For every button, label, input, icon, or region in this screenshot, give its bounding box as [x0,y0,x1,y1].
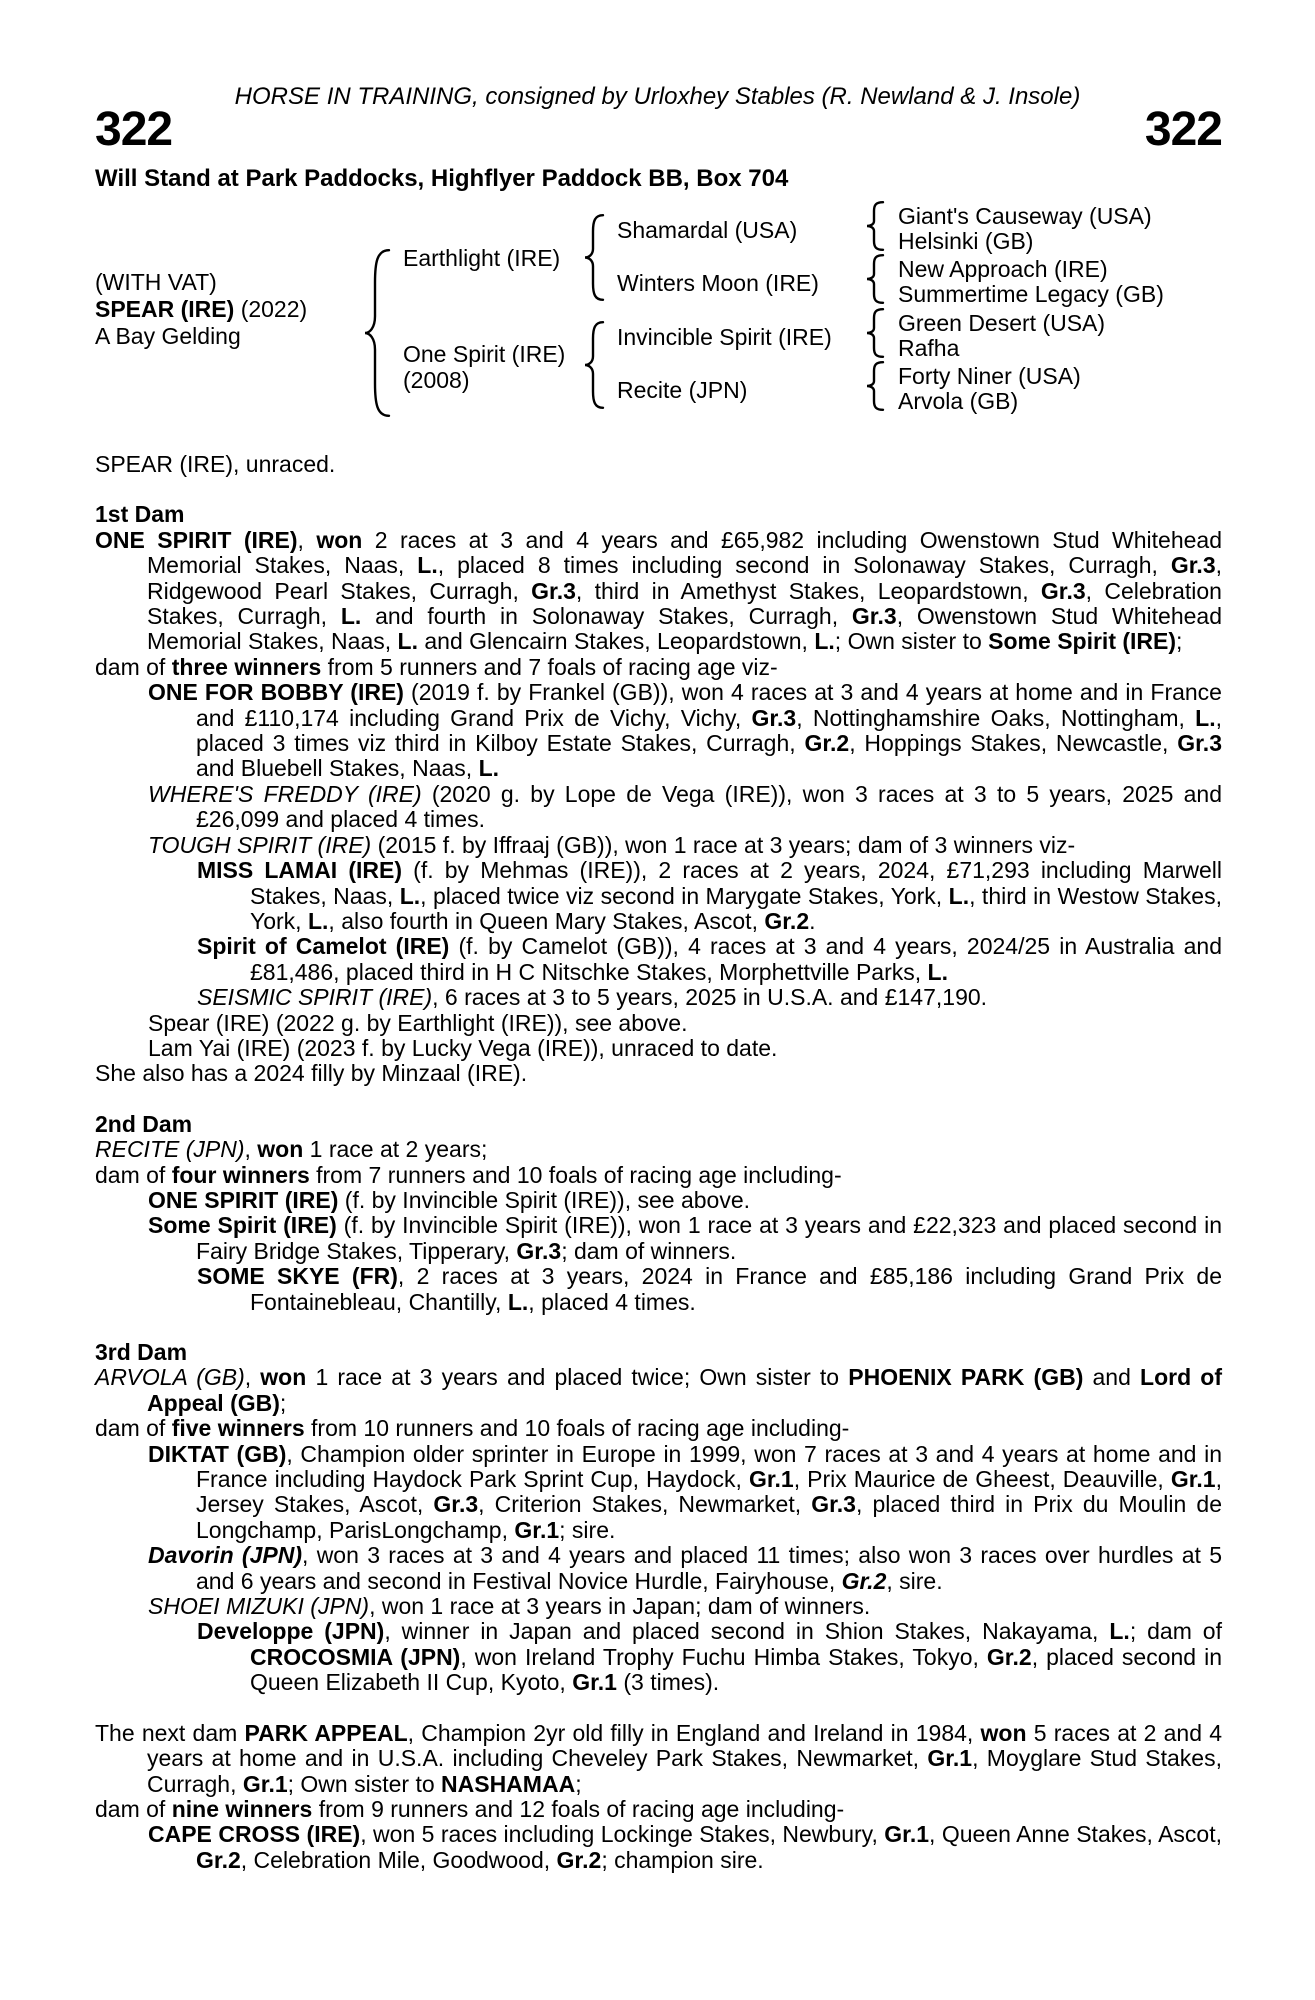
pedigree-paragraph: ARVOLA (GB), won 1 race at 3 years and placed twice; Own sister to PHOENIX PARK (GB) and Lord of Appeal (GB); [95,1364,1223,1416]
dam-name: One Spirit (IRE) [403,341,566,367]
subject-description: A Bay Gelding [95,323,241,349]
ancestor-name: Giant's Causeway (USA) [898,203,1152,229]
gen3-pair-3 [898,311,1105,361]
pedigree-paragraph: dam of four winners from 7 runners and 10 foals of racing age including- [95,1161,842,1188]
dam-section [95,1112,1222,1315]
pedigree-paragraph: ONE FOR BOBBY (IRE) (2019 f. by Frankel (GB)), won 4 races at 3 and 4 years at home and in France and £110,174 including Grand Prix de Vichy, Vichy, Gr.3, Nottinghamshire Oaks, Nottingham, L., placed 3 times viz third in Kilboy Estate Stakes, Curragh, Gr.2, Hoppings Stakes, Newcastle, Gr.3 and Bluebell Stakes, Naas, L. [148,679,1222,782]
sire-sire-name: Shamardal (USA) [617,217,798,243]
pedigree-paragraph: TOUGH SPIRIT (IRE) (2015 f. by Iffraaj (GB)), won 1 race at 3 years; dam of 3 winners viz- [148,831,1076,858]
dam-block [403,341,565,393]
generation1-brace [365,249,391,417]
pedigree-paragraph: SOME SKYE (FR), 2 races at 3 years, 2024 in France and £85,186 including Grand Prix de Fontainebleau, Chantilly, L., placed 4 times. [197,1263,1223,1315]
subject-block [95,269,307,350]
pedigree-paragraph: RECITE (JPN), won 1 race at 2 years; [95,1136,488,1163]
pedigree-paragraph: Spirit of Camelot (IRE) (f. by Camelot (GB)), 4 races at 3 and 4 years, 2024/25 in Australia and £81,486, placed third in H C Nitschke Stakes, Morphettville Parks, L. [197,933,1222,985]
gen3-pair-4 [898,364,1081,414]
unraced-line: SPEAR (IRE), unraced. [95,451,336,477]
dam-section [95,1721,1222,1873]
pedigree-paragraph: CAPE CROSS (IRE), won 5 races including Lockinge Stakes, Newbury, Gr.1, Queen Anne Stakes, Ascot, Gr.2, Celebration Mile, Goodwood, Gr.2; champion sire. [148,1821,1222,1873]
ancestor-name: Helsinki (GB) [898,228,1034,254]
dam-section [95,1340,1222,1696]
pedigree-paragraph: DIKTAT (GB), Champion older sprinter in Europe in 1999, won 7 races at 3 and 4 years at home and in France including Haydock Park Sprint Cup, Haydock, Gr.1, Prix Maurice de Gheest, Deauville, Gr.1, Jersey Stakes, Ascot, Gr.3, Criterion Stakes, Newmarket, Gr.3, placed third in Prix du Moulin de Longchamp, ParisLongchamp, Gr.1; sire. [148,1440,1222,1543]
sire-name: Earthlight (IRE) [403,245,561,271]
dam-dam-name: Recite (JPN) [617,377,748,403]
section-heading: 1st Dam [95,501,185,528]
pedigree-paragraph: MISS LAMAI (IRE) (f. by Mehmas (IRE)), 2 races at 2 years, 2024, £71,293 including Marwell Stakes, Naas, L., placed twice viz second in Marygate Stakes, York, L., third in Westow Stakes, York, L., also fourth in Queen Mary Stakes, Ascot, Gr.2. [197,857,1222,934]
stand-location: Will Stand at Park Paddocks, Highflyer Paddock BB, Box 704 [95,165,789,192]
pedigree-paragraph: dam of three winners from 5 runners and 7 foals of racing age viz- [95,653,778,680]
section-heading: 3rd Dam [95,1339,188,1365]
gen3-brace-4 [867,361,885,411]
ancestor-name: New Approach (IRE) [898,256,1108,282]
gen3-brace-2 [867,254,885,304]
consignment-header: HORSE IN TRAINING, consigned by Urloxhey Stables (R. Newland & J. Insole) [234,83,1081,110]
gen3-pair-1 [898,204,1152,254]
section-heading: 2nd Dam [95,1110,193,1137]
gen3-pair-2 [898,257,1164,307]
dam-section [95,502,1222,1086]
pedigree-paragraph: The next dam PARK APPEAL, Champion 2yr old filly in England and Ireland in 1984, won 5 races at 2 and 4 years at home and in U.S.A. including Cheveley Park Stakes, Newmarket, Gr.1, Moyglare Stud Stakes, Curragh, Gr.1; Own sister to NASHAMAA; [95,1719,1223,1797]
pedigree-paragraph: SEISMIC SPIRIT (IRE), 6 races at 3 to 5 years, 2025 in U.S.A. and £147,190. [197,984,988,1011]
pedigree-paragraph: Developpe (JPN), winner in Japan and placed second in Shion Stakes, Nakayama, L.; dam of CROCOSMIA (JPN), won Ireland Trophy Fuchu Himba Stakes, Tokyo, Gr.2, placed second in Queen Elizabeth II Cup, Kyoto, Gr.1 (3 times). [197,1618,1222,1696]
gen3-brace-1 [867,201,885,251]
pedigree-paragraph: SHOEI MIZUKI (JPN), won 1 race at 3 years in Japan; dam of winners. [148,1593,871,1620]
gen3-brace-3 [867,308,885,358]
pedigree-details [95,452,1222,1873]
pedigree-table [95,195,1222,433]
subject-year: (2022) [240,296,308,322]
lot-number-left: 322 [95,103,173,156]
lot-number-right: 322 [1144,103,1222,156]
pedigree-paragraph: Spear (IRE) (2022 g. by Earthlight (IRE)), see above. [148,1009,688,1036]
ancestor-name: Arvola (GB) [898,388,1019,414]
pedigree-paragraph: Lam Yai (IRE) (2023 f. by Lucky Vega (IRE)), unraced to date. [148,1034,778,1061]
pedigree-paragraph: ONE SPIRIT (IRE) (f. by Invincible Spirit (IRE)), see above. [148,1186,751,1213]
ancestor-name: Green Desert (USA) [898,310,1106,336]
pedigree-paragraph: dam of nine winners from 9 runners and 12 foals of racing age including- [95,1795,845,1822]
pedigree-paragraph: Some Spirit (IRE) (f. by Invincible Spirit (IRE)), won 1 race at 3 years and £22,323 and placed second in Fairy Bridge Stakes, Tipperary, Gr.3; dam of winners. [148,1212,1222,1264]
dam-year: (2008) [403,367,470,393]
ancestor-name: Rafha [898,335,960,361]
pedigree-paragraph: dam of five winners from 10 runners and 10 foals of racing age including- [95,1415,850,1442]
subject-name-line [95,296,307,323]
pedigree-paragraph: WHERE'S FREDDY (IRE) (2020 g. by Lope de Vega (IRE)), won 3 races at 3 to 5 years, 2025 and £26,099 and placed 4 times. [148,780,1222,833]
dam-parents-brace [585,321,605,409]
subject-name: SPEAR (IRE) [95,296,235,322]
ancestor-name: Forty Niner (USA) [898,363,1081,389]
sire-dam-name: Winters Moon (IRE) [617,270,819,296]
ancestor-name: Summertime Legacy (GB) [898,281,1164,307]
pedigree-paragraph: ONE SPIRIT (IRE), won 2 races at 3 and 4 years and £65,982 including Owenstown Stud Whitehead Memorial Stakes, Naas, L., placed 8 times including second in Solonaway Stakes, Curragh, Gr.3, Ridgewood Pearl Stakes, Curragh, Gr.3, third in Amethyst Stakes, Leopardstown, Gr.3, Celebration Stakes, Curragh, L. and fourth in Solonaway Stakes, Curragh, Gr.3, Owenstown Stud Whitehead Memorial Stakes, Naas, L. and Glencairn Stakes, Leopardstown, L.; Own sister to Some Spirit (IRE); [95,526,1223,655]
pedigree-paragraph: She also has a 2024 filly by Minzaal (IRE). [95,1060,528,1087]
pedigree-paragraph: Davorin (JPN), won 3 races at 3 and 4 years and placed 11 times; also won 3 races over hurdles at 5 and 6 years and second in Festival Novice Hurdle, Fairyhouse, Gr.2, sire. [148,1542,1222,1594]
dam-sections [95,502,1222,1873]
vat-note: (WITH VAT) [95,269,217,295]
sire-parents-brace [585,214,605,301]
dam-sire-name: Invincible Spirit (IRE) [617,324,832,350]
